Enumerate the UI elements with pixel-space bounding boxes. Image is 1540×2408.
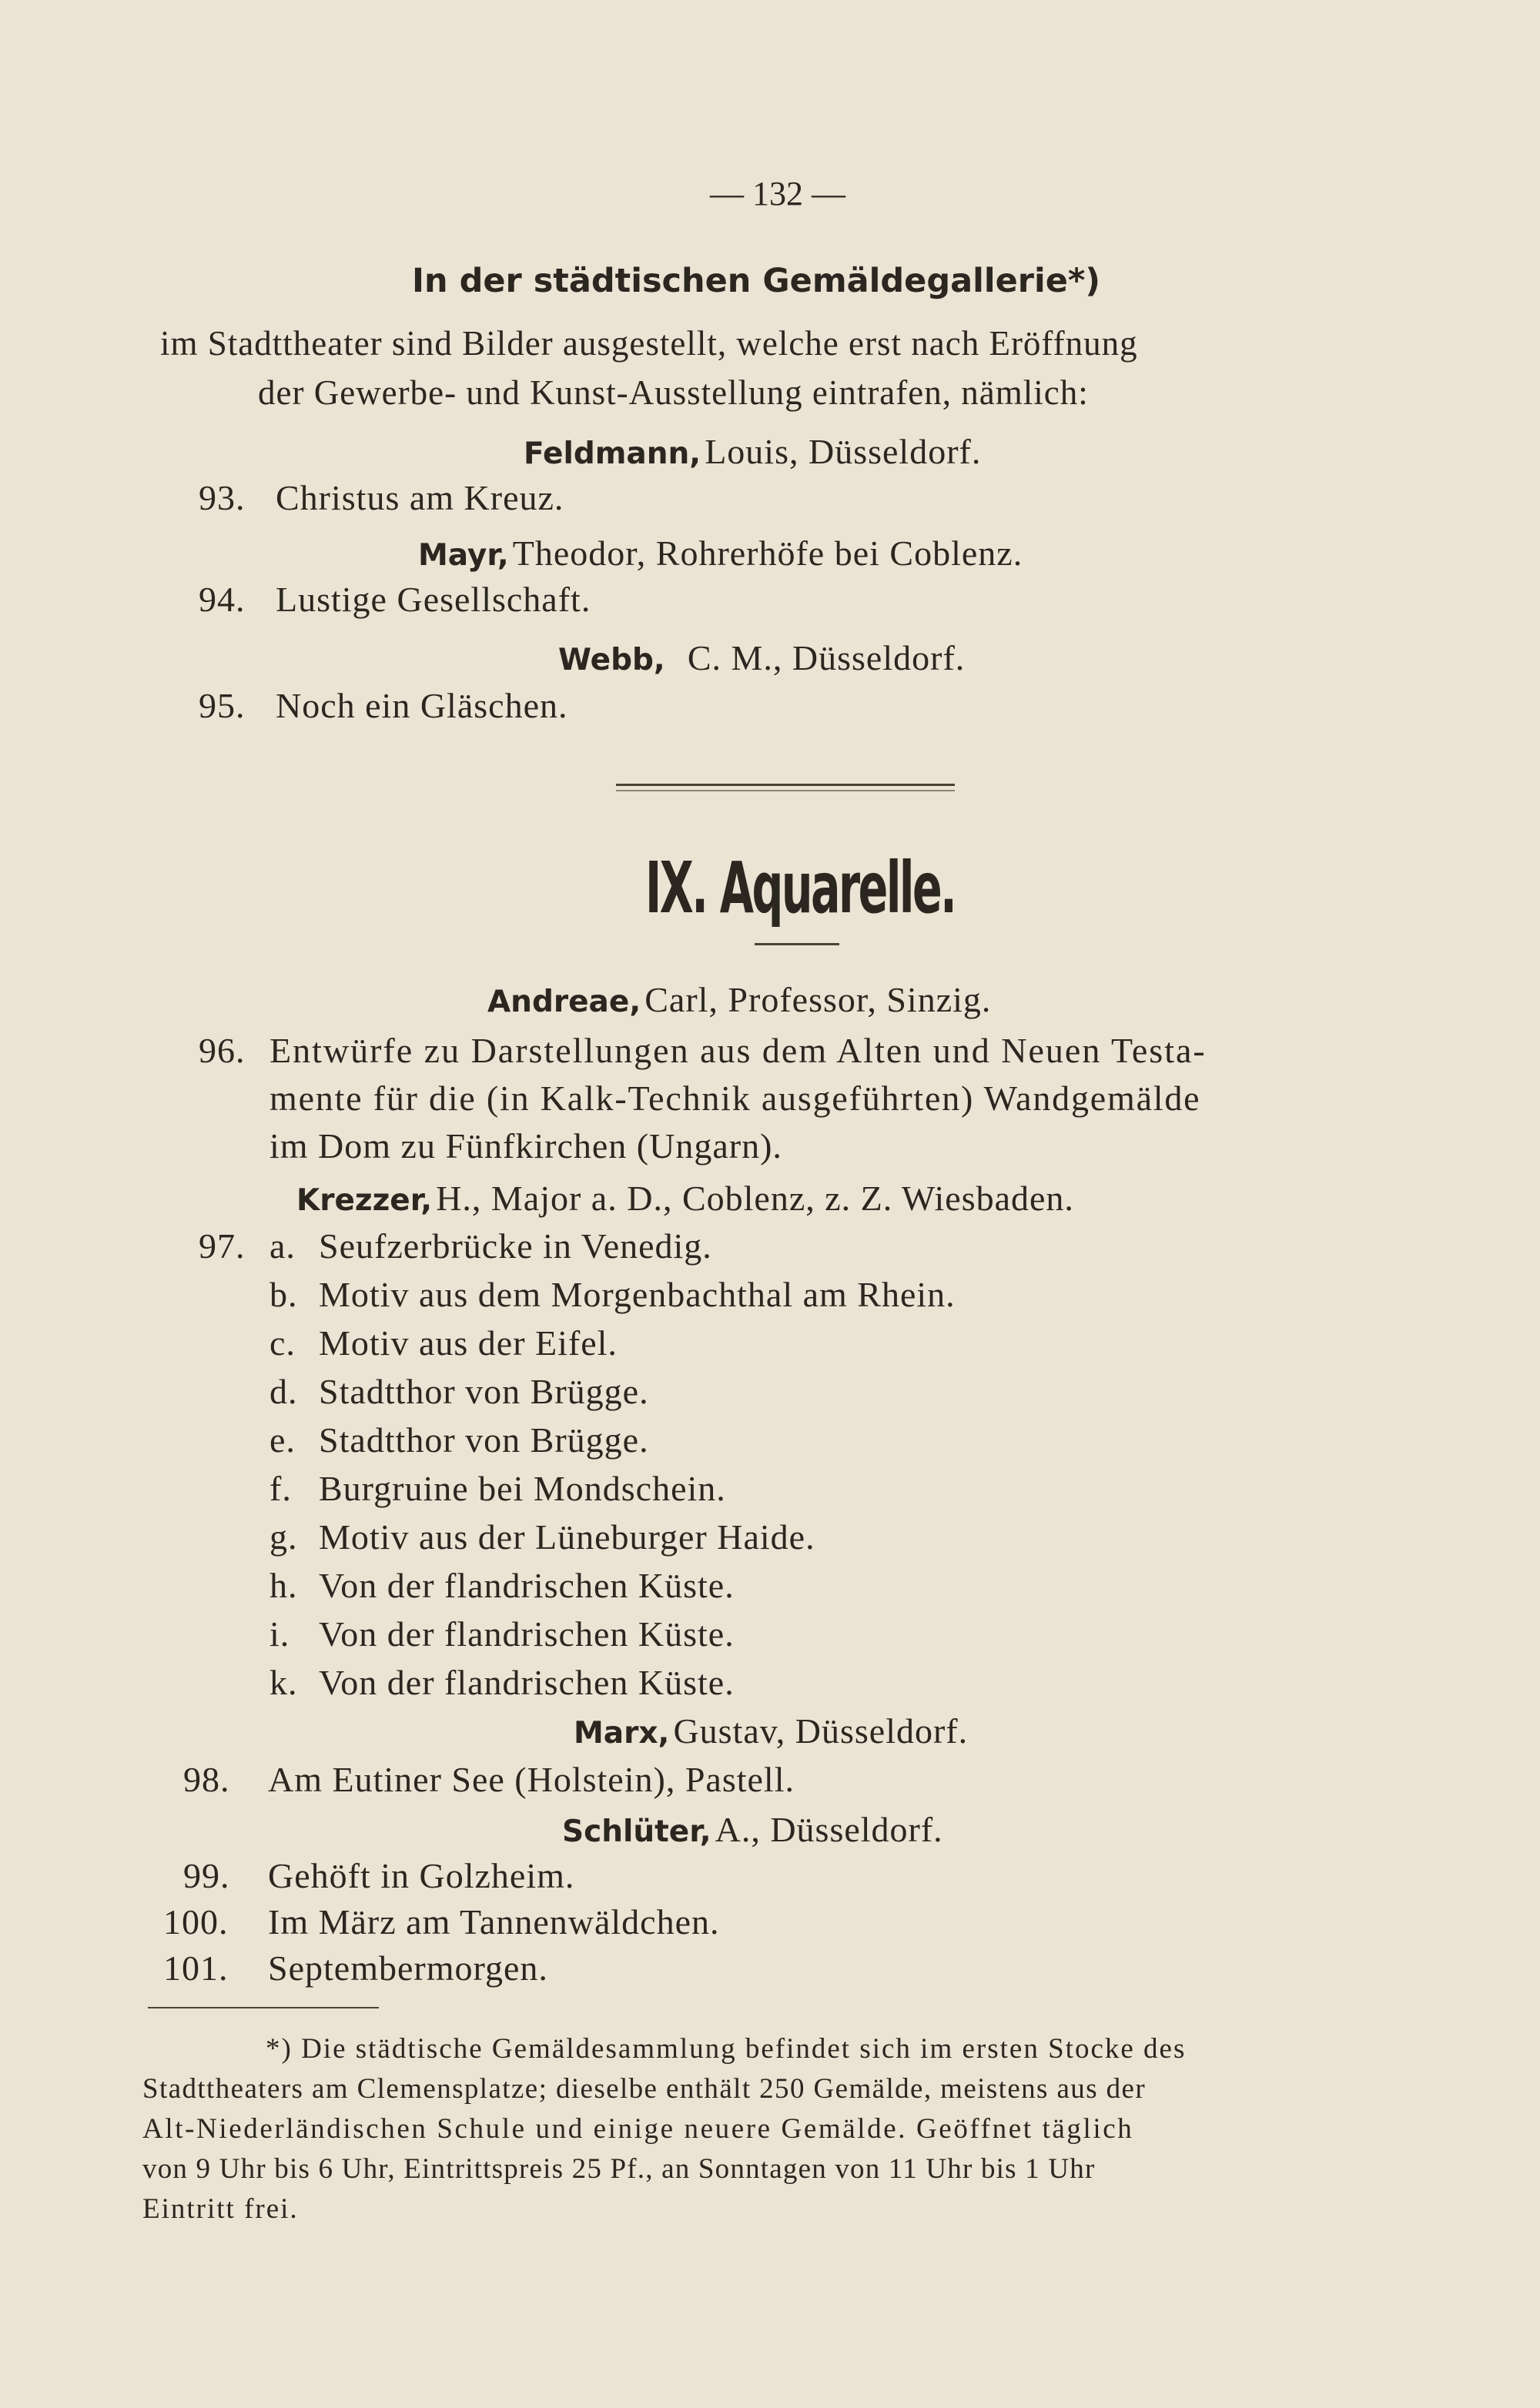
entry-number: 99. xyxy=(183,1856,230,1895)
artist-detail: A., Düsseldorf. xyxy=(715,1810,943,1849)
catalog-entry xyxy=(199,477,564,518)
artist-detail: Louis, Düsseldorf. xyxy=(705,432,982,471)
entry-title: Christus am Kreuz. xyxy=(276,478,564,517)
sub-entry-letter: d. xyxy=(270,1372,298,1411)
artist-name: Schlüter, xyxy=(562,1814,711,1849)
sub-entry xyxy=(270,1565,735,1606)
sub-entry-letter: k. xyxy=(270,1663,298,1702)
entry-description-line-2: mente für die (in Kalk-Technik ausgeführten) Wandgemälde xyxy=(270,1079,1201,1118)
artist-heading xyxy=(418,533,1023,574)
sub-entry-title: Motiv aus dem Morgenbachthal am Rhein. xyxy=(319,1275,956,1314)
gallery-intro-line-1: im Stadttheater sind Bilder ausgestellt, welche erst nach Eröffnung xyxy=(160,324,1138,363)
page-number: — 132 — xyxy=(710,175,845,212)
catalog-entry xyxy=(163,1948,548,1988)
artist-name: Webb, xyxy=(558,643,665,677)
artist-detail: Carl, Professor, Sinzig. xyxy=(644,980,992,1019)
sub-entry-letter: b. xyxy=(270,1275,298,1314)
artist-detail: Theodor, Rohrerhöfe bei Coblenz. xyxy=(512,533,1023,573)
footnote-line-1: *) Die städtische Gemäldesammlung befindet sich im ersten Stocke des xyxy=(266,2033,1187,2065)
sub-entry xyxy=(270,1517,815,1557)
sub-entry xyxy=(270,1420,649,1460)
catalog-entry xyxy=(183,1759,795,1800)
sub-entry xyxy=(270,1274,956,1315)
entry-description-line-1: Entwürfe zu Darstellungen aus dem Alten und Neuen Testa- xyxy=(270,1031,1207,1070)
sub-entry xyxy=(270,1226,712,1266)
artist-name: Marx, xyxy=(574,1716,670,1751)
sub-entry-letter: i. xyxy=(270,1614,290,1654)
sub-entry-title: Von der flandrischen Küste. xyxy=(319,1663,735,1702)
artist-name: Andreae, xyxy=(487,985,641,1019)
entry-description-line-3: im Dom zu Fünfkirchen (Ungarn). xyxy=(270,1126,782,1166)
artist-detail: C. M., Düsseldorf. xyxy=(687,638,966,677)
artist-heading xyxy=(524,431,981,472)
entry-number: 101. xyxy=(163,1948,229,1988)
sub-entry-letter: e. xyxy=(270,1420,296,1460)
entry-number: 94. xyxy=(199,580,246,619)
artist-heading xyxy=(296,1178,1074,1219)
gallery-intro-line-2: der Gewerbe- und Kunst-Ausstellung eintrafen, nämlich: xyxy=(258,373,1089,412)
entry-title: Am Eutiner See (Holstein), Pastell. xyxy=(268,1760,795,1799)
entry-title: Septembermorgen. xyxy=(268,1948,548,1988)
entry-title: Lustige Gesellschaft. xyxy=(276,580,591,619)
artist-heading xyxy=(558,637,965,678)
sub-entry-title: Stadtthor von Brügge. xyxy=(319,1372,649,1411)
sub-entry xyxy=(270,1614,735,1654)
artist-heading xyxy=(574,1711,968,1751)
artist-name: Krezzer, xyxy=(296,1183,433,1218)
footnote-line-4: von 9 Uhr bis 6 Uhr, Eintrittspreis 25 Pf., an Sonntagen von 11 Uhr bis 1 Uhr xyxy=(142,2153,1096,2185)
sub-entry xyxy=(270,1468,726,1509)
entry-number: 96. xyxy=(199,1031,246,1070)
gallery-heading: In der städtischen Gemäldegallerie*) xyxy=(412,262,1101,300)
entry-title: Noch ein Gläschen. xyxy=(276,686,568,725)
artist-detail: H., Major a. D., Coblenz, z. Z. Wiesbaden. xyxy=(436,1179,1074,1218)
sub-entry xyxy=(270,1323,618,1363)
artist-heading xyxy=(562,1809,943,1850)
sub-entry-title: Stadtthor von Brügge. xyxy=(319,1420,649,1460)
sub-entry-letter: h. xyxy=(270,1566,298,1605)
section-title: IX. Aquarelle. xyxy=(645,847,956,929)
catalog-entry xyxy=(183,1855,574,1896)
sub-entry-title: Von der flandrischen Küste. xyxy=(319,1614,735,1654)
artist-detail: Gustav, Düsseldorf. xyxy=(673,1711,969,1751)
sub-entry-title: Motiv aus der Eifel. xyxy=(319,1323,618,1363)
catalog-entry xyxy=(199,685,568,726)
artist-name: Feldmann, xyxy=(524,436,701,471)
entry-title: Gehöft in Golzheim. xyxy=(268,1856,575,1895)
footnote-line-2: Stadttheaters am Clemensplatze; dieselbe enthält 250 Gemälde, meistens aus der xyxy=(142,2073,1147,2105)
sub-entry-title: Von der flandrischen Küste. xyxy=(319,1566,735,1605)
entry-number: 97. xyxy=(199,1226,246,1266)
footnote-line-3: Alt-Niederländischen Schule und einige neuere Gemälde. Geöffnet täglich xyxy=(142,2113,1134,2145)
sub-entry xyxy=(270,1662,735,1703)
sub-entry-title: Motiv aus der Lüneburger Haide. xyxy=(319,1517,815,1557)
footnote-line-5: Eintritt frei. xyxy=(142,2193,299,2225)
footnote-rule xyxy=(148,2007,379,2008)
catalog-entry xyxy=(163,1901,720,1942)
entry-number: 98. xyxy=(183,1760,230,1799)
entry-title: Im März am Tannenwäldchen. xyxy=(268,1902,720,1941)
title-underline xyxy=(755,943,839,945)
entry-number: 100. xyxy=(163,1902,229,1941)
entry-number: 95. xyxy=(199,686,246,725)
sub-entry-title: Seufzerbrücke in Venedig. xyxy=(319,1226,712,1266)
entry-number: 93. xyxy=(199,478,246,517)
section-divider xyxy=(616,784,955,786)
sub-entry-letter: c. xyxy=(270,1323,296,1363)
sub-entry-letter: f. xyxy=(270,1469,292,1508)
sub-entry xyxy=(270,1371,649,1412)
artist-name: Mayr, xyxy=(418,538,509,573)
sub-entry-letter: a. xyxy=(270,1226,296,1266)
sub-entry-title: Burgruine bei Mondschein. xyxy=(319,1469,726,1508)
section-divider xyxy=(616,790,955,791)
artist-heading xyxy=(487,979,991,1020)
sub-entry-letter: g. xyxy=(270,1517,298,1557)
catalog-entry xyxy=(199,579,591,620)
